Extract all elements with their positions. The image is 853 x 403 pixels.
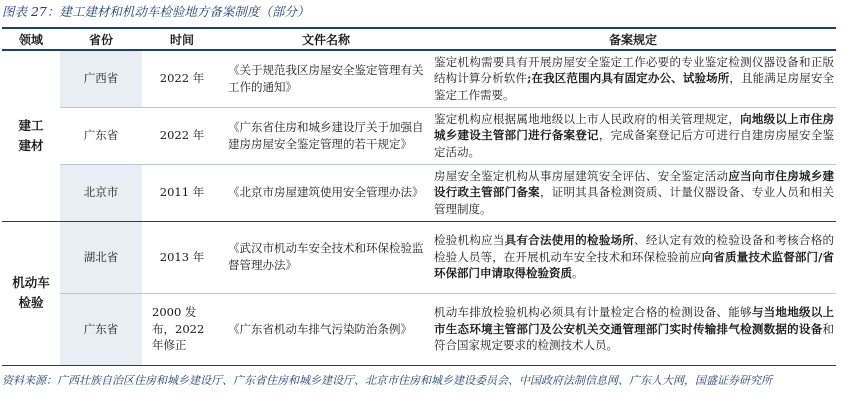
- rule-cell: [430, 221, 836, 293]
- regulation-table: [2, 27, 836, 366]
- province-cell: 广东省: [60, 107, 142, 164]
- rule-text: ，完成备案登记后方可进行自建房房屋安全鉴定活动。: [434, 128, 835, 159]
- rule-text-bold: 具有合法使用的检验场所: [504, 233, 635, 248]
- rule-text-bold: 应当向市住房城乡建设行政主管部门备案: [434, 168, 835, 200]
- header-file: 文件名称: [222, 28, 430, 50]
- table-row: [2, 293, 836, 365]
- time-cell: 2022 年: [142, 107, 222, 164]
- domain-cell: 建工 建材: [2, 50, 60, 221]
- province-cell: 广西省: [60, 50, 142, 107]
- province-cell: 湖北省: [60, 221, 142, 293]
- rule-text: ，且能满足房屋安全鉴定工作需要。: [434, 71, 835, 103]
- rule-cell: [430, 50, 836, 107]
- time-cell: 2013 年: [142, 221, 222, 293]
- rule-text: 、经认定有效的检验设备和考核合格的检验人员等，在开展机动车安全技术和环保检验前应: [434, 233, 835, 264]
- rule-text-bold: 与当地地级以上市生态环境主管部门及公安机关交通管理部门实时传输排气检测数据的设备: [434, 305, 835, 336]
- domain-cell: 机动车 检验: [2, 221, 60, 365]
- rule-text: ，证明其具备检测资质、计量仪器设备、专业人员和相关管理制度。: [434, 185, 835, 216]
- rule-text-bold: ;在我区范围内具有固定办公、试验场所: [527, 71, 730, 86]
- rule-cell: [430, 293, 836, 365]
- rule-text: 房屋安全鉴定机构从事房屋建筑安全评估、安全鉴定活动: [434, 168, 729, 183]
- rule-text: 和符合国家规定要求的检测技术人员。: [434, 321, 834, 353]
- rule-cell: [430, 107, 836, 164]
- time-cell: 2000 发布，2022 年修正: [142, 293, 222, 365]
- table-row: [2, 164, 836, 221]
- rule-text-bold: 向地级以上市住房城乡建设主管部门进行备案登记: [434, 111, 835, 143]
- file-name-cell: 《武汉市机动车安全技术和环保检验监督管理办法》: [222, 221, 430, 293]
- header-domain: 领域: [2, 28, 60, 50]
- source-note: 资料来源：广西壮族自治区住房和城乡建设厅、广东省住房和城乡建设厅、北京市住房和城乡建设委员会、中国政府法制信息网、广东人大网，国盛证券研究所: [2, 374, 772, 387]
- table-header-row: [2, 28, 836, 50]
- file-name-cell: 《北京市房屋建筑使用安全管理办法》: [222, 164, 430, 221]
- table-row: [2, 221, 836, 293]
- province-cell: 北京市: [60, 164, 142, 221]
- figure-title: 图表 27：建工建材和机动车检验地方备案制度（部分）: [2, 4, 310, 19]
- table-row: [2, 50, 836, 107]
- rule-cell: [430, 164, 836, 221]
- header-province: 省份: [60, 28, 142, 50]
- table-row: [2, 107, 836, 164]
- file-name-cell: 《关于规范我区房屋安全鉴定管理有关工作的通知》: [222, 50, 430, 107]
- time-cell: 2011 年: [142, 164, 222, 221]
- province-cell: 广东省: [60, 293, 142, 365]
- header-rule: 备案规定: [430, 28, 836, 50]
- rule-text: 鉴定机构需要具有开展房屋安全鉴定工作必要的专业鉴定检测仪器设备和正版结构计算分析软件: [434, 54, 834, 86]
- rule-text: 检验机构应当: [434, 233, 505, 248]
- rule-text: 鉴定机构应根据属地地级以上市人民政府的相关管理规定，: [434, 111, 741, 126]
- time-cell: 2022 年: [142, 50, 222, 107]
- file-name-cell: 《广东省机动车排气污染防治条例》: [222, 293, 430, 365]
- file-name-cell: 《广东省住房和城乡建设厅关于加强自建房房屋安全鉴定管理的若干规定》: [222, 107, 430, 164]
- rule-text: 。: [572, 266, 584, 281]
- rule-text-bold: 向省质量技术监督部门/省环保部门申请取得检验资质: [434, 249, 835, 281]
- rule-text: 机动车排放检验机构必须具有计量检定合格的检测设备、能够: [434, 305, 752, 320]
- header-time: 时间: [142, 28, 222, 50]
